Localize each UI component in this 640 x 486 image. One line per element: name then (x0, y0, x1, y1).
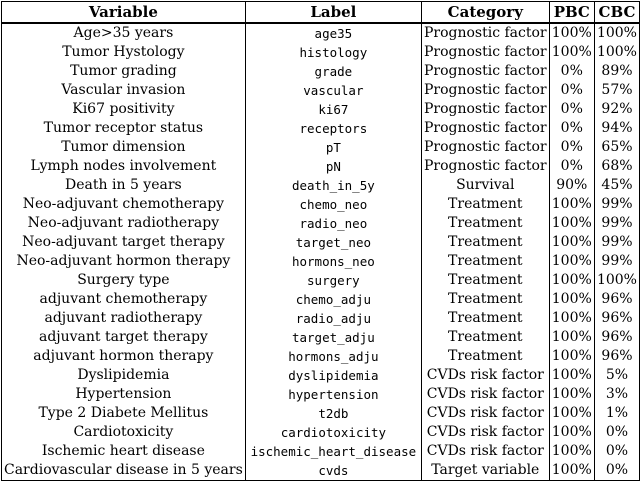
variables-table (1, 1, 640, 481)
table-row (2, 214, 640, 233)
cell-category: CVDs risk factor (421, 442, 549, 461)
cell-category: Treatment (421, 233, 549, 252)
variables-table-container (1, 1, 640, 481)
table-header (2, 2, 640, 24)
cell-variable: Tumor grading (2, 62, 246, 81)
cell-category: Prognostic factor (421, 100, 549, 119)
cell-variable: Ischemic heart disease (2, 442, 246, 461)
cell-category: Survival (421, 176, 549, 195)
cell-label: hormons_adju (245, 347, 421, 366)
cell-pbc: 0% (549, 81, 594, 100)
cell-category: Prognostic factor (421, 43, 549, 62)
cell-variable: Type 2 Diabete Mellitus (2, 404, 246, 423)
cell-cbc: 94% (594, 119, 639, 138)
cell-label: ki67 (245, 100, 421, 119)
table-row (2, 119, 640, 138)
cell-cbc: 0% (594, 442, 639, 461)
cell-cbc: 0% (594, 461, 639, 481)
cell-label: hypertension (245, 385, 421, 404)
cell-variable: Cardiovascular disease in 5 years (2, 461, 246, 481)
header-category: Category (421, 2, 549, 24)
cell-category: Prognostic factor (421, 157, 549, 176)
cell-category: CVDs risk factor (421, 366, 549, 385)
cell-cbc: 100% (594, 271, 639, 290)
cell-label: death_in_5y (245, 176, 421, 195)
cell-label: ischemic_heart_disease (245, 442, 421, 461)
table-row (2, 366, 640, 385)
header-cbc: CBC (594, 2, 639, 24)
cell-cbc: 96% (594, 309, 639, 328)
cell-pbc: 0% (549, 119, 594, 138)
cell-cbc: 92% (594, 100, 639, 119)
cell-pbc: 100% (549, 461, 594, 481)
cell-pbc: 0% (549, 100, 594, 119)
cell-label: cardiotoxicity (245, 423, 421, 442)
cell-variable: Age>35 years (2, 23, 246, 43)
cell-variable: adjuvant hormon therapy (2, 347, 246, 366)
cell-cbc: 45% (594, 176, 639, 195)
cell-pbc: 100% (549, 328, 594, 347)
cell-pbc: 0% (549, 157, 594, 176)
cell-cbc: 1% (594, 404, 639, 423)
cell-variable: Hypertension (2, 385, 246, 404)
header-row (2, 2, 640, 24)
cell-variable: Neo-adjuvant hormon therapy (2, 252, 246, 271)
cell-cbc: 99% (594, 233, 639, 252)
cell-category: Prognostic factor (421, 23, 549, 43)
cell-category: CVDs risk factor (421, 385, 549, 404)
cell-label: age35 (245, 23, 421, 43)
cell-cbc: 65% (594, 138, 639, 157)
cell-pbc: 100% (549, 195, 594, 214)
table-body (2, 23, 640, 481)
cell-cbc: 96% (594, 290, 639, 309)
table-row (2, 423, 640, 442)
cell-label: chemo_neo (245, 195, 421, 214)
cell-variable: Tumor dimension (2, 138, 246, 157)
cell-cbc: 96% (594, 347, 639, 366)
cell-cbc: 100% (594, 23, 639, 43)
header-label: Label (245, 2, 421, 24)
cell-cbc: 89% (594, 62, 639, 81)
cell-variable: Lymph nodes involvement (2, 157, 246, 176)
table-row (2, 328, 640, 347)
cell-category: Prognostic factor (421, 138, 549, 157)
table-row (2, 404, 640, 423)
cell-pbc: 100% (549, 233, 594, 252)
cell-variable: Dyslipidemia (2, 366, 246, 385)
header-variable: Variable (2, 2, 246, 24)
cell-cbc: 68% (594, 157, 639, 176)
table-row (2, 271, 640, 290)
cell-variable: Vascular invasion (2, 81, 246, 100)
cell-pbc: 100% (549, 290, 594, 309)
cell-variable: Surgery type (2, 271, 246, 290)
table-row (2, 157, 640, 176)
cell-pbc: 100% (549, 442, 594, 461)
cell-label: surgery (245, 271, 421, 290)
cell-label: radio_neo (245, 214, 421, 233)
cell-pbc: 100% (549, 385, 594, 404)
table-row (2, 290, 640, 309)
cell-variable: Ki67 positivity (2, 100, 246, 119)
cell-cbc: 5% (594, 366, 639, 385)
table-row (2, 138, 640, 157)
table-row (2, 195, 640, 214)
cell-label: hormons_neo (245, 252, 421, 271)
cell-category: Target variable (421, 461, 549, 481)
cell-label: grade (245, 62, 421, 81)
cell-label: target_adju (245, 328, 421, 347)
cell-cbc: 100% (594, 43, 639, 62)
cell-pbc: 0% (549, 62, 594, 81)
cell-category: CVDs risk factor (421, 404, 549, 423)
cell-label: pT (245, 138, 421, 157)
table-row (2, 309, 640, 328)
cell-variable: Tumor receptor status (2, 119, 246, 138)
table-row (2, 176, 640, 195)
cell-cbc: 99% (594, 252, 639, 271)
header-pbc: PBC (549, 2, 594, 24)
cell-label: histology (245, 43, 421, 62)
cell-category: Treatment (421, 214, 549, 233)
cell-category: Prognostic factor (421, 62, 549, 81)
cell-label: vascular (245, 81, 421, 100)
cell-variable: Neo-adjuvant chemotherapy (2, 195, 246, 214)
cell-category: Treatment (421, 347, 549, 366)
table-row (2, 461, 640, 481)
cell-label: receptors (245, 119, 421, 138)
cell-pbc: 0% (549, 138, 594, 157)
cell-label: dyslipidemia (245, 366, 421, 385)
table-row (2, 100, 640, 119)
cell-pbc: 100% (549, 214, 594, 233)
cell-label: radio_adju (245, 309, 421, 328)
cell-variable: Tumor Hystology (2, 43, 246, 62)
table-row (2, 385, 640, 404)
cell-category: Treatment (421, 271, 549, 290)
cell-cbc: 96% (594, 328, 639, 347)
cell-category: Prognostic factor (421, 81, 549, 100)
table-row (2, 81, 640, 100)
cell-pbc: 100% (549, 423, 594, 442)
cell-pbc: 100% (549, 252, 594, 271)
cell-pbc: 100% (549, 271, 594, 290)
cell-cbc: 57% (594, 81, 639, 100)
cell-variable: Neo-adjuvant radiotherapy (2, 214, 246, 233)
table-row (2, 442, 640, 461)
cell-variable: Cardiotoxicity (2, 423, 246, 442)
table-row (2, 252, 640, 271)
table-row (2, 62, 640, 81)
cell-pbc: 100% (549, 404, 594, 423)
cell-label: t2db (245, 404, 421, 423)
cell-category: Treatment (421, 290, 549, 309)
cell-category: CVDs risk factor (421, 423, 549, 442)
cell-label: target_neo (245, 233, 421, 252)
cell-cbc: 99% (594, 195, 639, 214)
cell-category: Treatment (421, 328, 549, 347)
cell-pbc: 100% (549, 309, 594, 328)
cell-variable: adjuvant radiotherapy (2, 309, 246, 328)
table-row (2, 43, 640, 62)
cell-pbc: 100% (549, 43, 594, 62)
cell-category: Treatment (421, 309, 549, 328)
cell-cbc: 3% (594, 385, 639, 404)
cell-pbc: 100% (549, 366, 594, 385)
cell-cbc: 99% (594, 214, 639, 233)
table-row (2, 233, 640, 252)
cell-label: pN (245, 157, 421, 176)
cell-category: Treatment (421, 195, 549, 214)
cell-variable: Death in 5 years (2, 176, 246, 195)
cell-pbc: 100% (549, 347, 594, 366)
cell-variable: Neo-adjuvant target therapy (2, 233, 246, 252)
cell-label: cvds (245, 461, 421, 481)
cell-category: Treatment (421, 252, 549, 271)
cell-variable: adjuvant target therapy (2, 328, 246, 347)
cell-pbc: 90% (549, 176, 594, 195)
cell-label: chemo_adju (245, 290, 421, 309)
cell-category: Prognostic factor (421, 119, 549, 138)
cell-variable: adjuvant chemotherapy (2, 290, 246, 309)
table-row (2, 23, 640, 43)
table-row (2, 347, 640, 366)
cell-pbc: 100% (549, 23, 594, 43)
cell-cbc: 0% (594, 423, 639, 442)
